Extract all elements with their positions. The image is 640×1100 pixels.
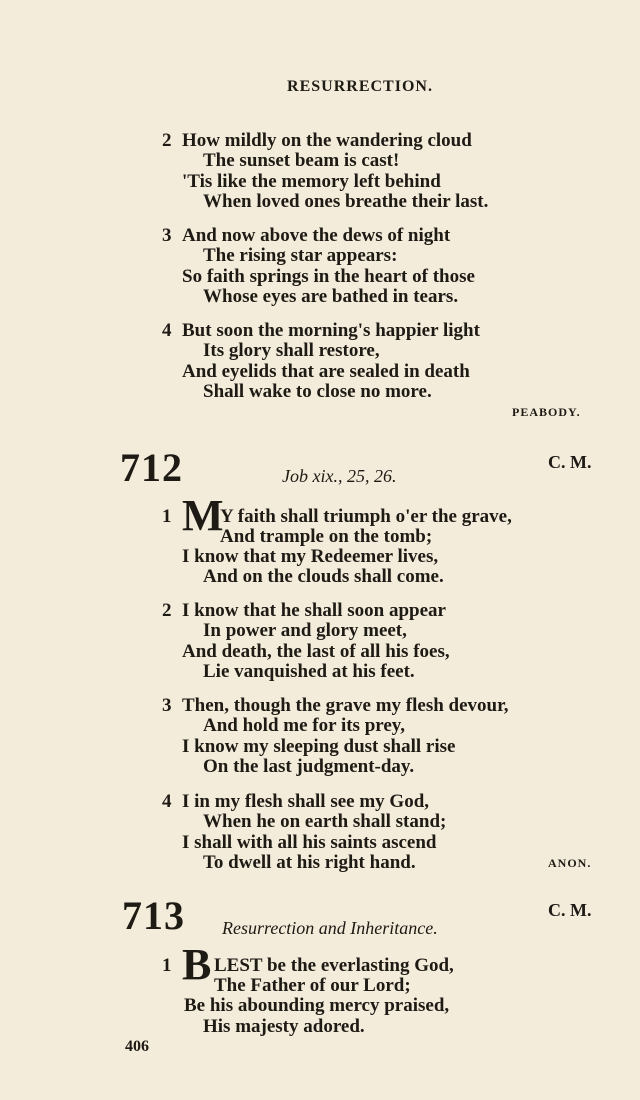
verse-line: Its glory shall restore, xyxy=(203,340,380,361)
verse-number: 3 xyxy=(162,225,172,246)
verse-line: Then, though the grave my flesh devour, xyxy=(182,695,509,716)
verse-line: I know that he shall soon appear xyxy=(182,600,446,621)
verse-line: And death, the last of all his foes, xyxy=(182,641,450,662)
verse-line: The sunset beam is cast! xyxy=(203,150,400,171)
verse-number: 3 xyxy=(162,695,172,716)
verse-line: And hold me for its prey, xyxy=(203,715,405,736)
verse-line: Shall wake to close no more. xyxy=(203,381,432,402)
drop-cap: B xyxy=(182,940,212,989)
verse-line: Lie vanquished at his feet. xyxy=(203,661,415,682)
verse-line: And eyelids that are sealed in death xyxy=(182,361,470,382)
author-attribution: PEABODY. xyxy=(512,405,581,419)
verse-line: LEST be the everlasting God, xyxy=(214,955,454,976)
hymn-number: 712 xyxy=(120,445,183,490)
drop-cap: M xyxy=(182,491,224,540)
verse-line: Y faith shall triumph o'er the grave, xyxy=(220,506,512,527)
meter-label: C. M. xyxy=(548,900,592,920)
hymn-number: 713 xyxy=(122,893,185,938)
verse-number: 2 xyxy=(162,130,172,151)
verse-number: 1 xyxy=(162,506,172,527)
verse-line: Be his abounding mercy praised, xyxy=(184,995,450,1016)
verse-line: And trample on the tomb; xyxy=(220,526,433,547)
verse-line: But soon the morning's happier light xyxy=(182,320,480,341)
verse-line: Whose eyes are bathed in tears. xyxy=(203,286,459,307)
verse-line: His majesty adored. xyxy=(203,1016,365,1037)
verse-line: On the last judgment-day. xyxy=(203,756,415,777)
verse-number: 4 xyxy=(162,791,172,812)
verse-line: When loved ones breathe their last. xyxy=(203,191,489,212)
running-head: RESURRECTION. xyxy=(287,78,433,95)
meter-label: C. M. xyxy=(548,452,592,472)
verse-line: The Father of our Lord; xyxy=(214,975,411,996)
verse-line: And on the clouds shall come. xyxy=(203,566,444,587)
verse-line: I shall with all his saints ascend xyxy=(182,832,437,853)
verse-line: In power and glory meet, xyxy=(203,620,407,641)
verse-line: How mildly on the wandering cloud xyxy=(182,130,472,151)
verse-number: 1 xyxy=(162,955,172,976)
verse-line: I know my sleeping dust shall rise xyxy=(182,736,456,757)
verse-line: To dwell at his right hand. xyxy=(203,852,416,873)
verse-line: I in my flesh shall see my God, xyxy=(182,791,430,812)
verse-line: I know that my Redeemer lives, xyxy=(182,546,439,567)
hymn-title: Resurrection and Inheritance. xyxy=(222,918,438,938)
verse-line: When he on earth shall stand; xyxy=(203,811,447,832)
verse-line: 'Tis like the memory left behind xyxy=(182,171,441,192)
verse-line: So faith springs in the heart of those xyxy=(182,266,475,287)
scripture-reference: Job xix., 25, 26. xyxy=(282,466,397,486)
page-number: 406 xyxy=(125,1038,149,1055)
verse-number: 4 xyxy=(162,320,172,341)
verse-number: 2 xyxy=(162,600,172,621)
verse-line: The rising star appears: xyxy=(203,245,398,266)
author-attribution: ANON. xyxy=(548,856,592,870)
verse-line: And now above the dews of night xyxy=(182,225,451,246)
